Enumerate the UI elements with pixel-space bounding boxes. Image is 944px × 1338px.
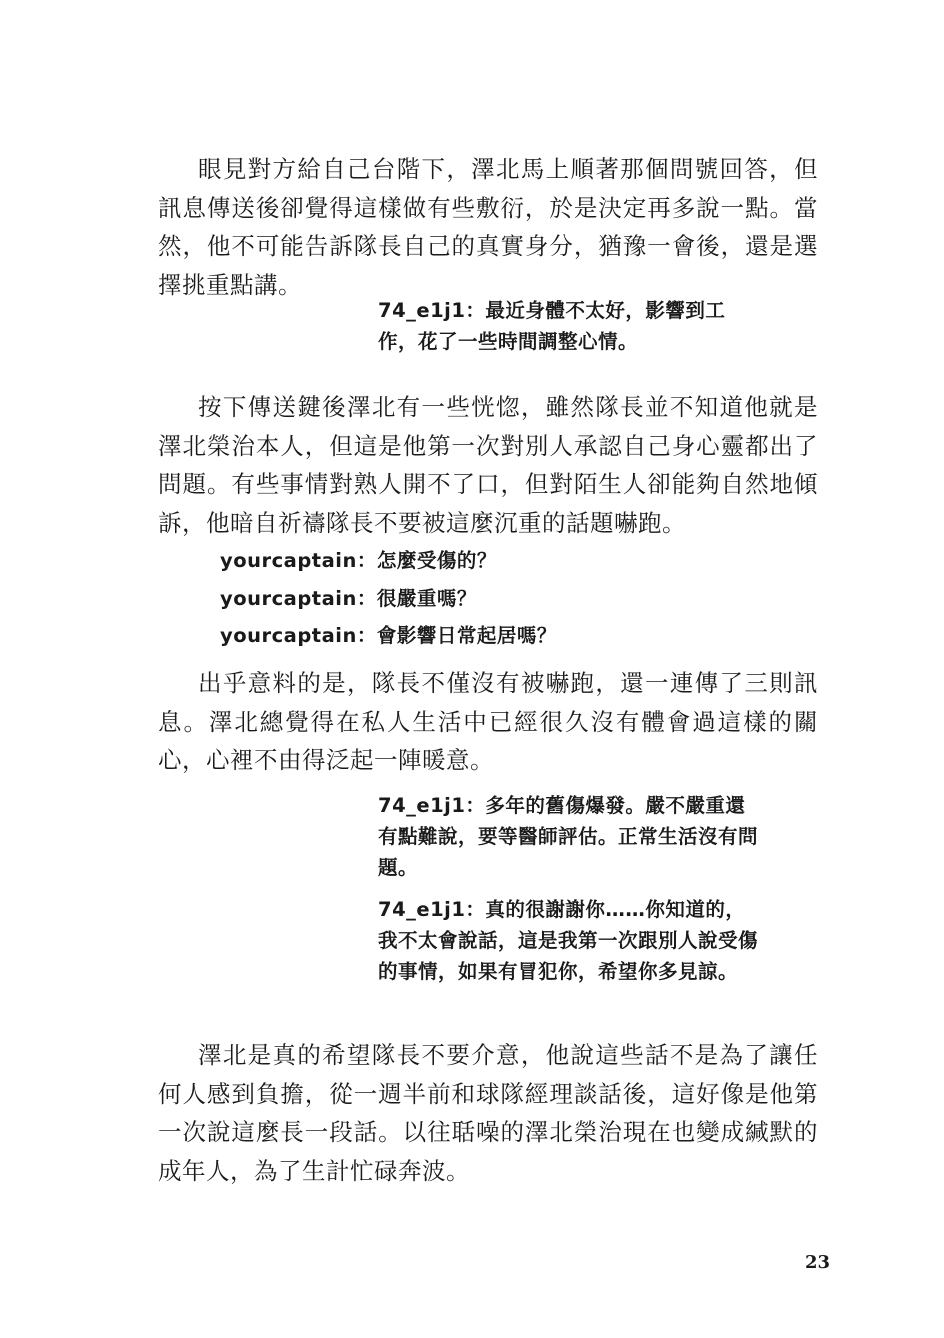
page-number: 23 [804,1252,830,1273]
paragraph-4: 澤北是真的希望隊長不要介意，他說這些話不是為了讓任何人感到負擔，從一週半前和球隊經理談話後，這好像是他第一次說這麼長一段話。以往聒噪的澤北榮治現在也變成緘默的成年人，為了生計忙碌奔波。 [158,1041,818,1186]
paragraph-2: 按下傳送鍵後澤北有一些恍惚，雖然隊長並不知道他就是澤北榮治本人，但這是他第一次對別人承認自己身心靈都出了問題。有些事情對熟人開不了口，但對陌生人卻能夠自然地傾訴，他暗自祈禱隊長不要被這麼沉重的話題嚇跑。 [158,393,818,538]
chat-message-6: 74_e1j1：真的很謝謝你……你知道的，我不太會說話，這是我第一次跟別人說受傷的事情，如果有冒犯你，希望你多見諒。 [378,898,759,983]
chat-message-3: yourcaptain：很嚴重嗎？ [220,587,477,610]
paragraph-3: 出乎意料的是，隊長不僅沒有被嚇跑，還一連傳了三則訊息。澤北總覺得在私人生活中已經很久沒有體會過這樣的關心，心裡不由得泛起一陣暖意。 [158,669,818,775]
paragraph-1: 眼見對方給自己台階下，澤北馬上順著那個問號回答，但訊息傳送後卻覺得這樣做有些敷衍，於是決定再多說一點。當然，他不可能告訴隊長自己的真實身分，猶豫一會後，還是選擇挑重點講。 [158,155,818,300]
chat-message-5: 74_e1j1：多年的舊傷爆發。嚴不嚴重還有點難說，要等醫師評估。正常生活沒有問題。 [378,794,759,879]
chat-message-2: yourcaptain：怎麼受傷的？ [220,549,497,572]
chat-message-1: 74_e1j1：最近身體不太好，影響到工作，花了一些時間調整心情。 [378,299,726,353]
chat-message-4: yourcaptain：會影響日常起居嗎？ [220,624,557,647]
